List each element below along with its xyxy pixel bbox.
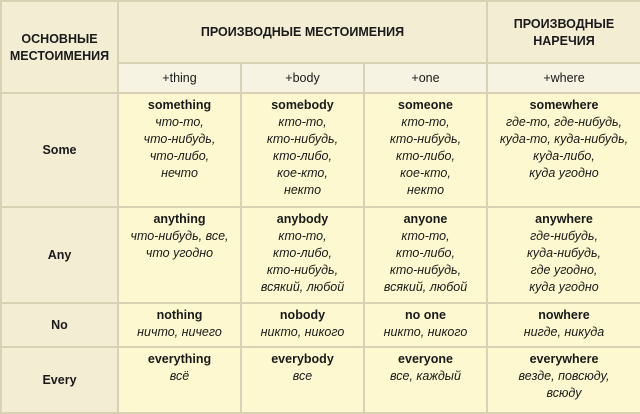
table-cell <box>364 207 487 303</box>
english-word: nobody <box>279 308 326 322</box>
table-cell <box>364 347 487 413</box>
russian-translation: что-либо, <box>149 149 210 163</box>
russian-translation: кто-либо, <box>396 246 455 260</box>
subheader-where: +where <box>487 63 640 93</box>
russian-translation: что-нибудь, все, <box>130 229 229 243</box>
russian-translation: все <box>292 369 313 383</box>
russian-translation: все, каждый <box>390 369 461 383</box>
russian-translation: всякий, любой <box>383 280 468 294</box>
russian-translation: куда угодно <box>529 280 599 294</box>
russian-translation: кто-то, <box>401 229 450 243</box>
table-cell <box>241 207 364 303</box>
header-derived-pronouns: ПРОИЗВОДНЫЕ МЕСТОИМЕНИЯ <box>118 1 487 63</box>
russian-translation: где угодно, <box>530 263 598 277</box>
table-row <box>1 303 640 347</box>
table-cell <box>487 347 640 413</box>
header-basic-pronouns: ОСНОВНЫЕ МЕСТОИМЕНИЯ <box>1 1 118 93</box>
english-word: something <box>147 98 212 112</box>
russian-translation: всякий, любой <box>260 280 345 294</box>
table-cell <box>118 207 241 303</box>
russian-translation: куда-либо, <box>533 149 595 163</box>
table-row <box>1 347 640 413</box>
row-label: Every <box>1 347 118 413</box>
russian-translation: нигде, никуда <box>523 325 605 339</box>
header-derived-adverbs: ПРОИЗВОДНЫЕ НАРЕЧИЯ <box>487 1 640 63</box>
english-word: everything <box>147 352 212 366</box>
russian-translation: кто-нибудь, <box>389 263 462 277</box>
russian-translation: что угодно <box>145 246 214 260</box>
english-word: someone <box>398 98 453 112</box>
russian-translation: куда-нибудь, <box>527 246 601 260</box>
english-word: anything <box>153 212 206 226</box>
table-cell <box>487 93 640 207</box>
russian-translation: куда угодно <box>529 166 599 180</box>
russian-translation: кто-либо, <box>273 149 332 163</box>
russian-translation: никто, никого <box>260 325 345 339</box>
table-cell <box>364 93 487 207</box>
table-cell <box>487 207 640 303</box>
table-row <box>1 93 640 207</box>
russian-translation: всё <box>169 369 190 383</box>
row-label: Any <box>1 207 118 303</box>
russian-translation: кто-либо, <box>273 246 332 260</box>
russian-translation: кто-либо, <box>396 149 455 163</box>
russian-translation: ничто, ничего <box>137 325 222 339</box>
english-word: somewhere <box>529 98 599 112</box>
table-cell <box>241 93 364 207</box>
header-row <box>1 1 640 63</box>
subheader-thing: +thing <box>118 63 241 93</box>
subheader-body: +body <box>241 63 364 93</box>
russian-translation: нечто <box>161 166 198 180</box>
russian-translation: всюду <box>546 386 582 400</box>
table-cell <box>118 347 241 413</box>
table-cell <box>241 347 364 413</box>
table-row <box>1 207 640 303</box>
russian-translation: кто-то, <box>401 115 450 129</box>
row-label: Some <box>1 93 118 207</box>
english-word: everyone <box>398 352 453 366</box>
table-cell <box>118 303 241 347</box>
row-label: No <box>1 303 118 347</box>
english-word: nowhere <box>538 308 590 322</box>
russian-translation: что-нибудь, <box>143 132 216 146</box>
english-word: everybody <box>271 352 334 366</box>
table-cell <box>487 303 640 347</box>
russian-translation: кто-то, <box>278 229 327 243</box>
russian-translation: где-то, где-нибудь, <box>505 115 623 129</box>
russian-translation: что-то, <box>155 115 204 129</box>
english-word: everywhere <box>529 352 599 366</box>
russian-translation: где-нибудь, <box>530 229 598 243</box>
english-word: nothing <box>156 308 203 322</box>
russian-translation: некто <box>283 183 322 197</box>
english-word: somebody <box>271 98 334 112</box>
russian-translation: кое-кто, <box>400 166 451 180</box>
english-word: anybody <box>276 212 329 226</box>
english-word: anyone <box>403 212 448 226</box>
english-word: anywhere <box>535 212 593 226</box>
english-word: no one <box>405 308 446 322</box>
russian-translation: кто-нибудь, <box>266 263 339 277</box>
russian-translation: кто-нибудь, <box>266 132 339 146</box>
russian-translation: везде, повсюду, <box>518 369 610 383</box>
russian-translation: куда-то, куда-нибудь, <box>499 132 629 146</box>
russian-translation: кое-кто, <box>277 166 328 180</box>
russian-translation: некто <box>406 183 445 197</box>
russian-translation: кто-нибудь, <box>389 132 462 146</box>
subheader-one: +one <box>364 63 487 93</box>
russian-translation: кто-то, <box>278 115 327 129</box>
table-cell <box>364 303 487 347</box>
russian-translation: никто, никого <box>383 325 468 339</box>
table-cell <box>241 303 364 347</box>
table-cell <box>118 93 241 207</box>
